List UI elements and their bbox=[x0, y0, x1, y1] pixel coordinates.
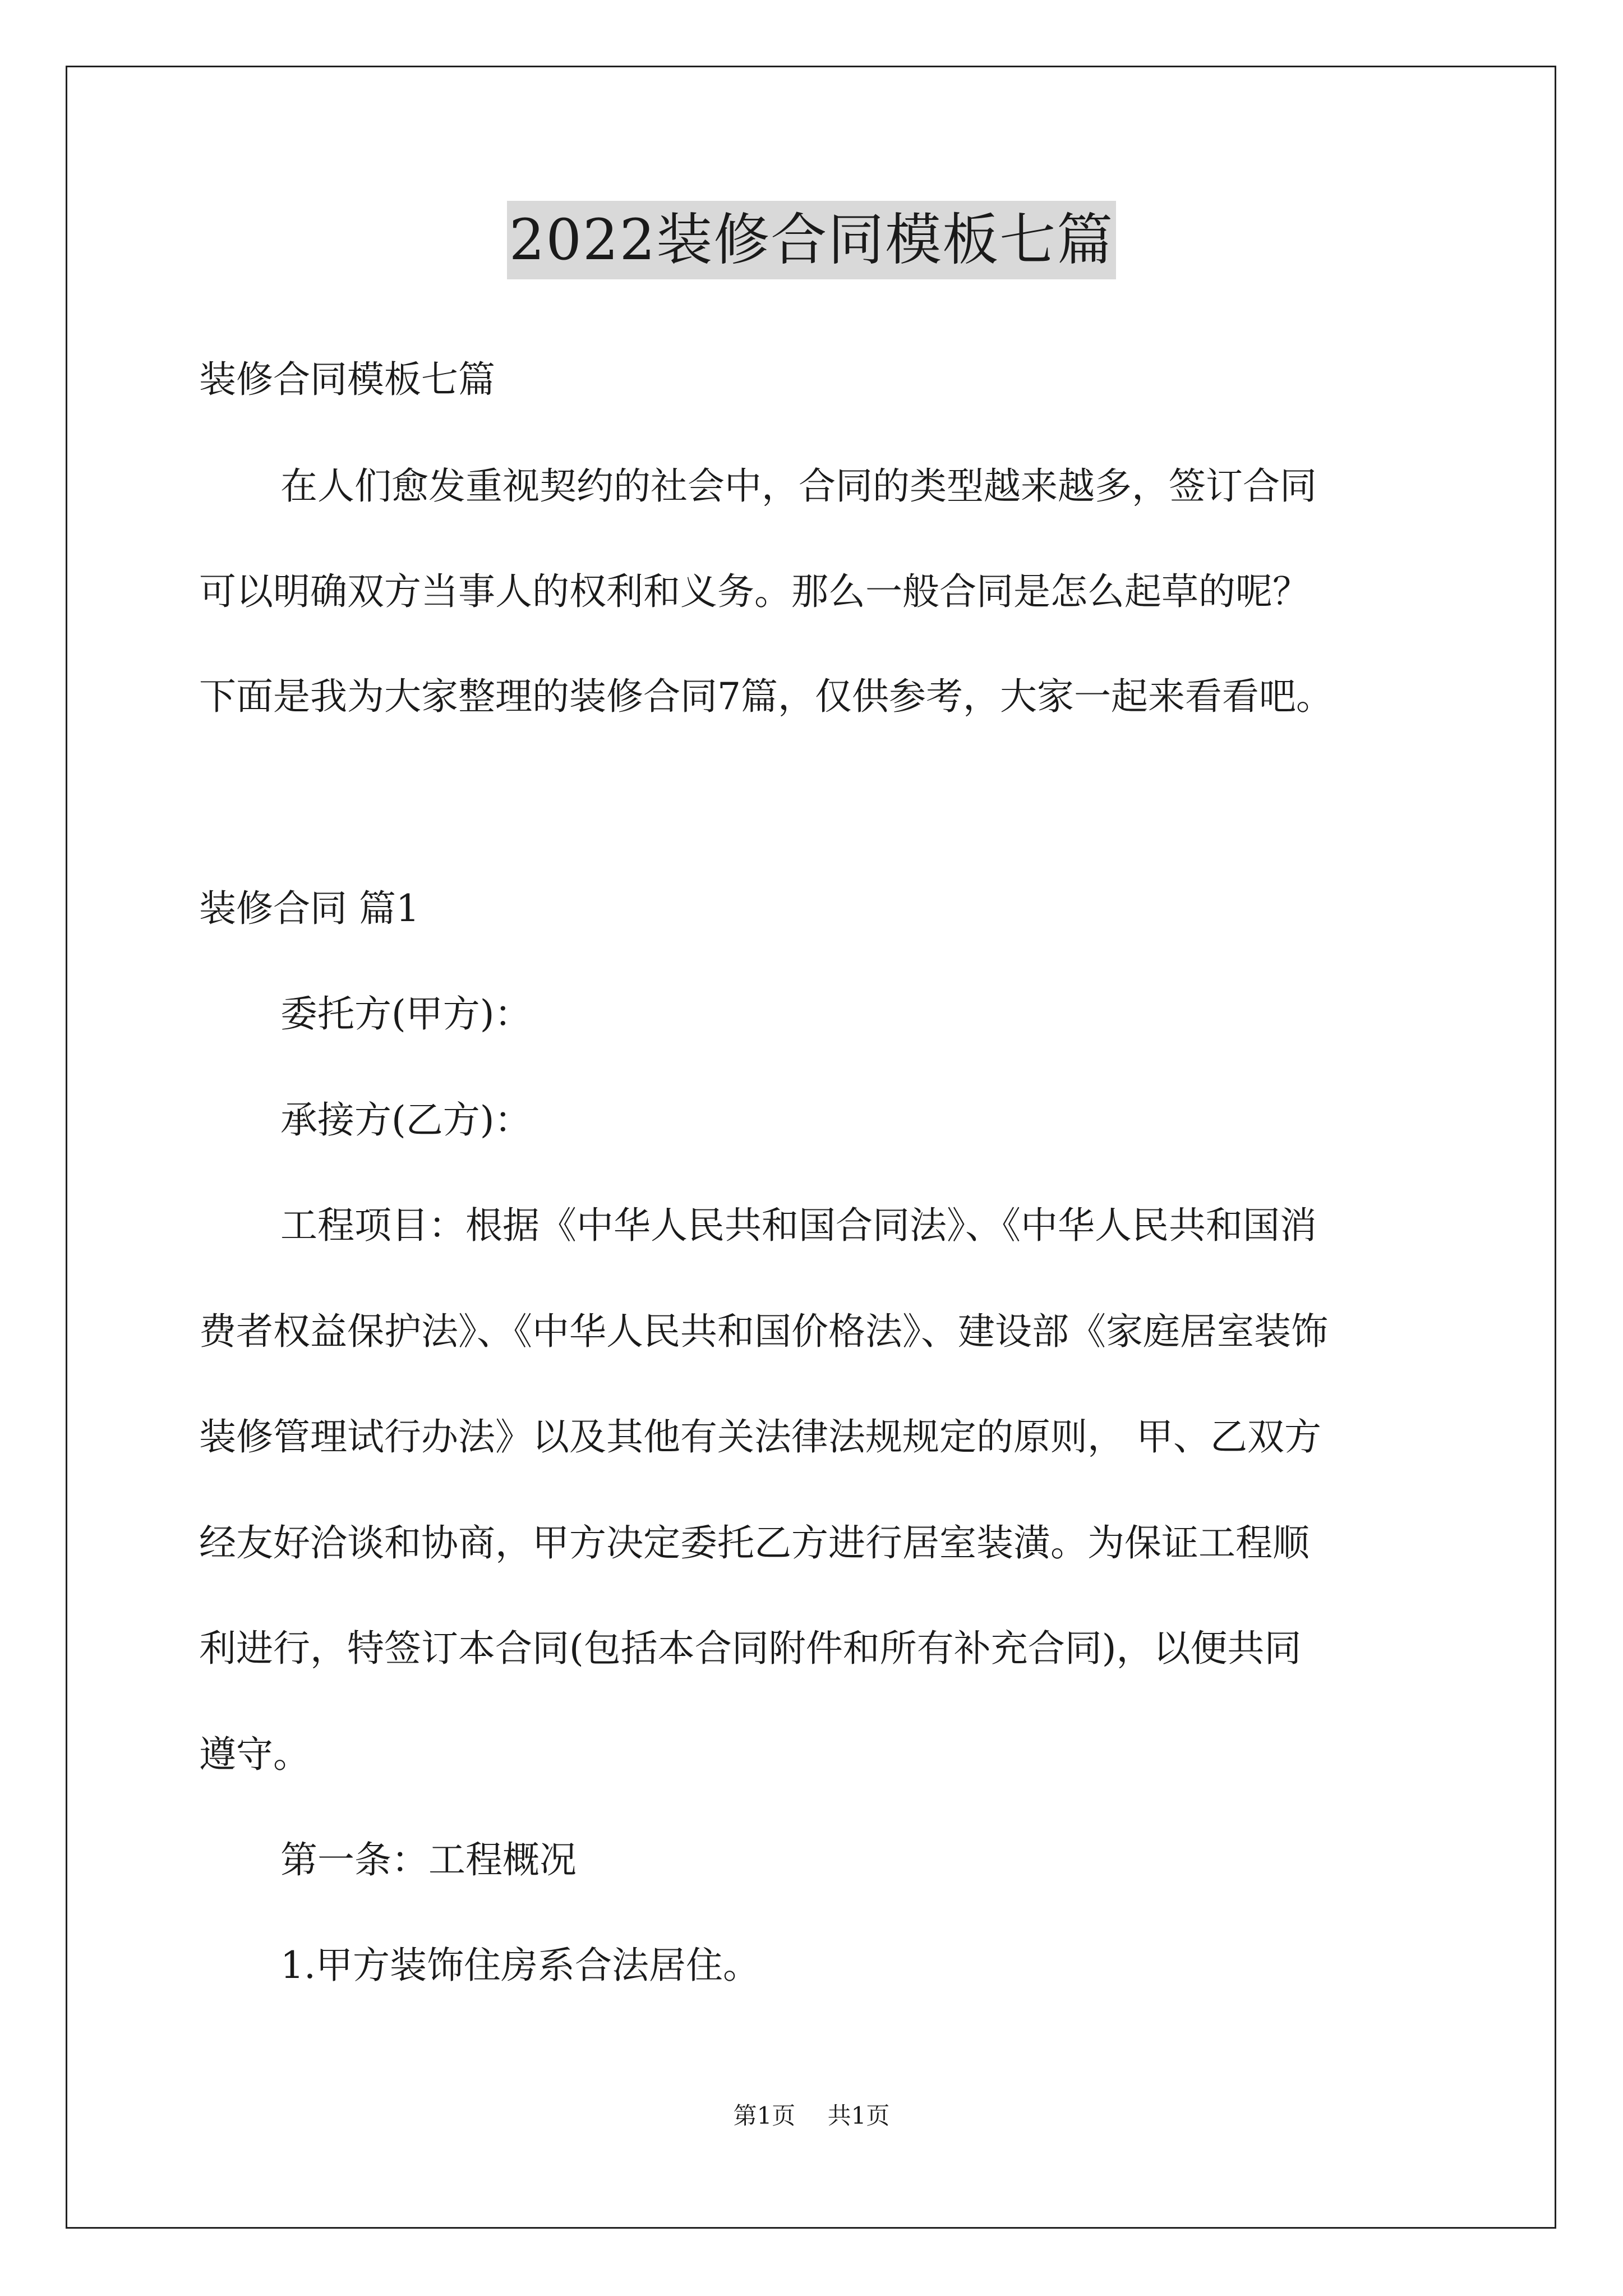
article-one-item-1: 1.甲方装饰住房系合法居住。 bbox=[280, 1944, 760, 1987]
party-a-label: 委托方(甲方)： bbox=[280, 992, 532, 1036]
project-line-6: 遵守。 bbox=[199, 1733, 310, 1776]
project-line-5: 利进行，特签订本合同(包括本合同附件和所有补充合同)，以便共同 bbox=[199, 1627, 1302, 1670]
project-line-1: 工程项目：根据《中华人民共和国合同法》、《中华人民共和国消 bbox=[280, 1204, 1317, 1247]
intro-line-1: 在人们愈发重视契约的社会中，合同的类型越来越多，签订合同 bbox=[280, 464, 1317, 508]
project-line-2: 费者权益保护法》、《中华人民共和国价格法》、建设部《家庭居室装饰 bbox=[199, 1310, 1328, 1353]
project-line-3: 装修管理试行办法》以及其他有关法律法规规定的原则， 甲、乙双方 bbox=[199, 1415, 1321, 1458]
intro-line-3: 下面是我为大家整理的装修合同7篇，仅供参考，大家一起来看看吧。 bbox=[199, 675, 1333, 718]
project-line-4: 经友好洽谈和协商，甲方决定委托乙方进行居室装潢。为保证工程顺 bbox=[199, 1521, 1310, 1565]
article-one-heading: 第一条：工程概况 bbox=[280, 1838, 577, 1881]
section-heading: 装修合同 篇1 bbox=[199, 887, 419, 930]
page-footer bbox=[0, 2099, 1623, 2133]
page-total: 共1页 bbox=[827, 2102, 890, 2129]
title-container bbox=[0, 201, 1623, 279]
document-title: 2022装修合同模板七篇 bbox=[507, 201, 1117, 279]
subtitle: 装修合同模板七篇 bbox=[199, 358, 495, 401]
party-b-label: 承接方(乙方)： bbox=[280, 1098, 532, 1142]
intro-line-2: 可以明确双方当事人的权利和义务。那么一般合同是怎么起草的呢？ bbox=[199, 570, 1310, 613]
page-number: 第1页 bbox=[733, 2102, 796, 2129]
